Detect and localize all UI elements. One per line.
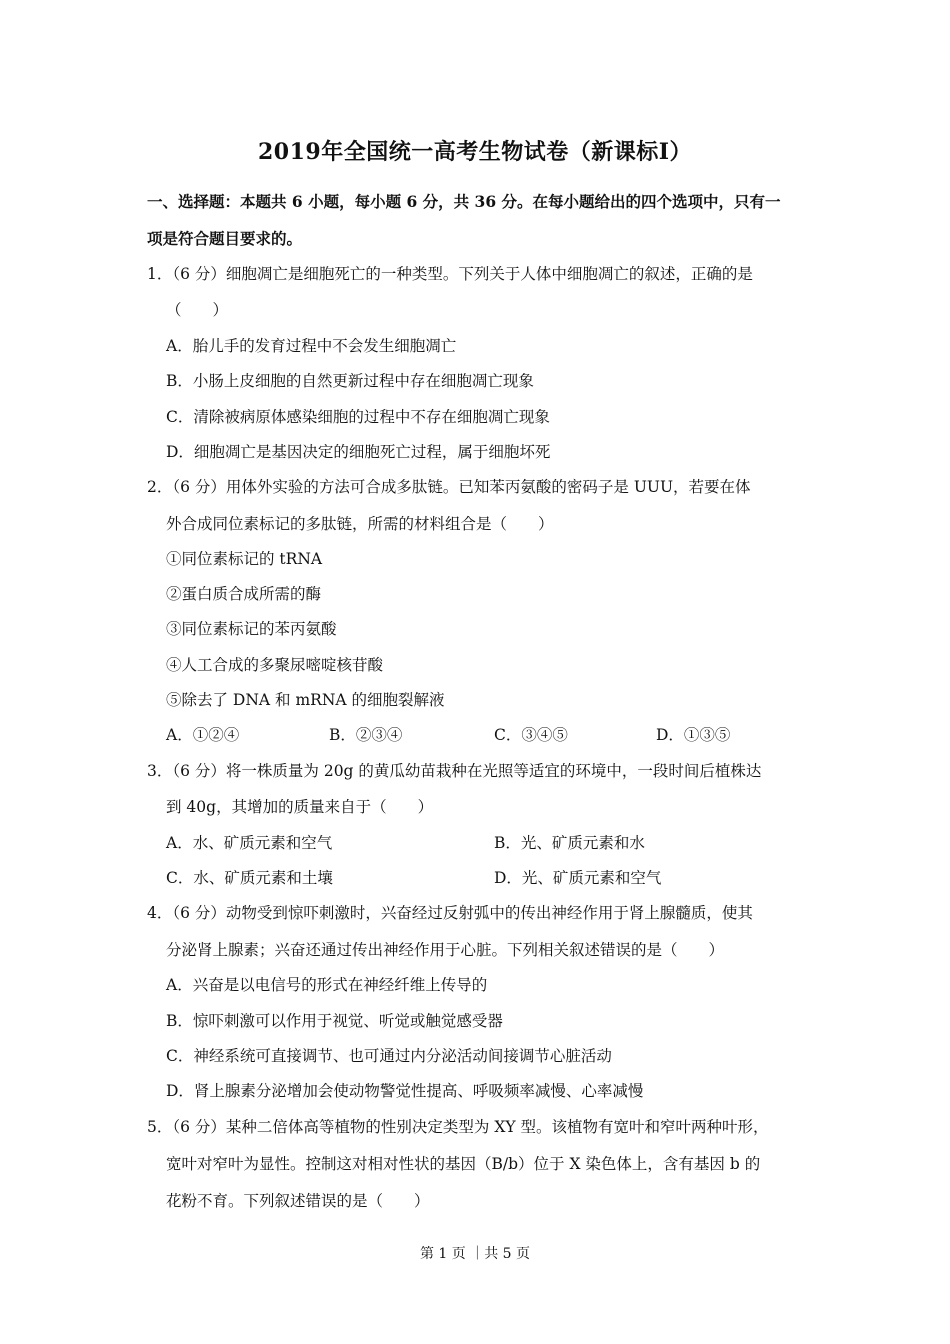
q3-option-a: A．水、矿质元素和空气 (166, 834, 333, 852)
q4-option-d: D．肾上腺素分泌增加会使动物警觉性提高、呼吸频率减慢、心率减慢 (166, 1082, 644, 1100)
q2-item: ③同位素标记的苯丙氨酸 (166, 620, 337, 638)
q5-stem-line-3: 花粉不育。下列叙述错误的是（ ） (166, 1192, 430, 1210)
section-heading-line-1: 一、选择题：本题共 6 小题，每小题 6 分，共 36 分。在每小题给出的四个选项中，只有一 (147, 192, 781, 211)
q2-option-d: D．①③⑤ (656, 726, 731, 744)
q5-stem-line-2: 宽叶对窄叶为显性。控制这对相对性状的基因（B/b）位于 X 染色体上，含有基因 b 的 (166, 1155, 761, 1173)
q3-option-d: D．光、矿质元素和空气 (494, 869, 662, 887)
q1-stem-line-2: （ ） (166, 301, 229, 319)
page-title: 2019年全国统一高考生物试卷（新课标Ⅰ） (257, 139, 693, 165)
q4-option-c: C．神经系统可直接调节、也可通过内分泌活动间接调节心脏活动 (166, 1047, 612, 1065)
q2-stem-line-2: 外合成同位素标记的多肽链，所需的材料组合是（ ） (166, 515, 554, 533)
q2-option-c: C．③④⑤ (494, 726, 568, 744)
q2-option-a: A．①②④ (166, 726, 240, 744)
q1-option-b: B．小肠上皮细胞的自然更新过程中存在细胞凋亡现象 (166, 372, 534, 390)
q1-option-c: C．清除被病原体感染细胞的过程中不存在细胞凋亡现象 (166, 408, 550, 426)
q2-stem-line-1: 2．（6 分）用体外实验的方法可合成多肽链。已知苯丙氨酸的密码子是 UUU，若要在体 (147, 478, 751, 496)
q2-item: ①同位素标记的 tRNA (166, 550, 323, 568)
q3-stem-line-1: 3．（6 分）将一株质量为 20g 的黄瓜幼苗栽种在光照等适宜的环境中，一段时间后植株达 (147, 762, 762, 780)
q5-stem-line-1: 5．（6 分）某种二倍体高等植物的性别决定类型为 XY 型。该植物有宽叶和窄叶两种叶形， (147, 1118, 769, 1136)
page-footer: 第 1 页 ｜共 5 页 (419, 1246, 531, 1262)
q3-option-b: B．光、矿质元素和水 (494, 834, 645, 852)
q2-item: ④人工合成的多聚尿嘧啶核苷酸 (166, 656, 384, 674)
q1-option-a: A．胎儿手的发育过程中不会发生细胞凋亡 (166, 337, 457, 355)
q4-option-a: A．兴奋是以电信号的形式在神经纤维上传导的 (166, 976, 488, 994)
q3-option-c: C．水、矿质元素和土壤 (166, 869, 333, 887)
q1-stem-line-1: 1．（6 分）细胞凋亡是细胞死亡的一种类型。下列关于人体中细胞凋亡的叙述，正确的是 (147, 265, 753, 283)
q2-option-b: B．②③④ (329, 726, 403, 744)
q2-item: ②蛋白质合成所需的酶 (166, 585, 322, 603)
q4-stem-line-1: 4．（6 分）动物受到惊吓刺激时，兴奋经过反射弧中的传出神经作用于肾上腺髓质，使其 (147, 904, 753, 922)
q3-stem-line-2: 到 40g，其增加的质量来自于（ ） (166, 798, 434, 816)
q4-option-b: B．惊吓刺激可以作用于视觉、听觉或触觉感受器 (166, 1012, 503, 1030)
q1-option-d: D．细胞凋亡是基因决定的细胞死亡过程，属于细胞坏死 (166, 443, 551, 461)
q2-item: ⑤除去了 DNA 和 mRNA 的细胞裂解液 (166, 691, 445, 709)
section-heading-line-2: 项是符合题目要求的。 (147, 229, 303, 248)
q4-stem-line-2: 分泌肾上腺素；兴奋还通过传出神经作用于心脏。下列相关叙述错误的是（ ） (166, 941, 725, 959)
